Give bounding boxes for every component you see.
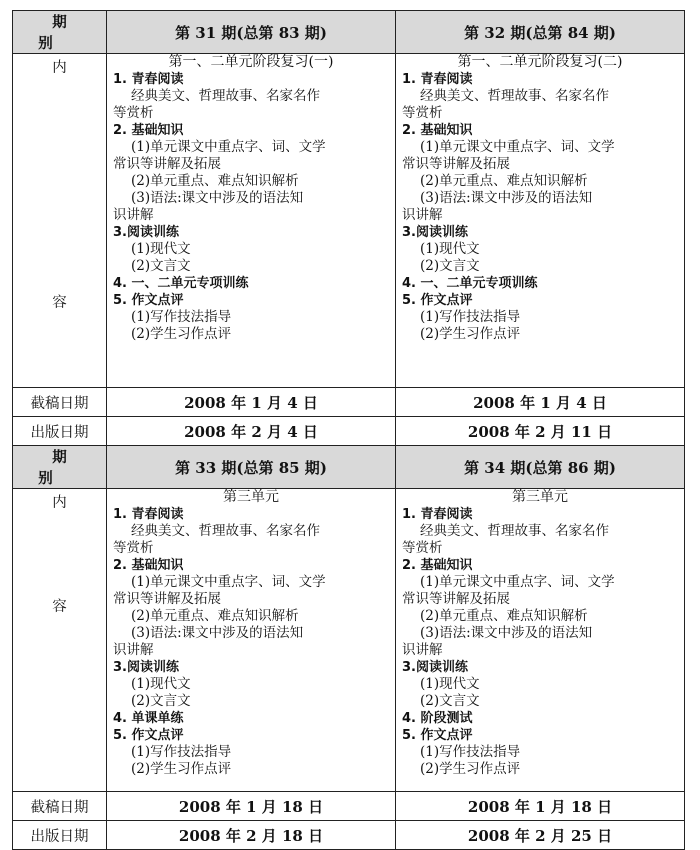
content-title: 第一、二单元阶段复习(二): [457, 54, 623, 70]
content-item: 等赏析: [402, 540, 443, 556]
content-item: (2)文言文: [131, 258, 191, 274]
content-item: 等赏析: [113, 540, 154, 556]
issue-content: [396, 54, 685, 388]
content-section-heading: 3.阅读训练: [113, 660, 179, 675]
content-item: (2)单元重点、难点知识解析: [420, 608, 588, 624]
content-item: 识讲解: [113, 207, 154, 223]
period-label: 期 别: [13, 446, 107, 489]
content-section-heading: 2. 基础知识: [113, 558, 184, 573]
content-item: (1)现代文: [420, 676, 480, 692]
content-list: [107, 71, 395, 343]
content-section-heading: 3.阅读训练: [113, 225, 179, 240]
content-title: 第三单元: [223, 489, 279, 505]
issue-content: [107, 54, 396, 388]
content-item: (1)单元课文中重点字、词、文学: [131, 139, 326, 155]
content-item: (1)写作技法指导: [131, 744, 232, 760]
content-label-top: 内: [52, 495, 67, 511]
content-item: (2)学生习作点评: [420, 761, 521, 777]
publish-date: 2008 年 2 月 18 日: [107, 821, 396, 850]
content-list: [107, 506, 395, 778]
deadline-date: 2008 年 1 月 4 日: [107, 388, 396, 417]
content-item: (2)单元重点、难点知识解析: [131, 608, 299, 624]
content-item: (1)现代文: [420, 241, 480, 257]
period-row: [13, 11, 685, 54]
deadline-row: [13, 792, 685, 821]
content-item: (3)语法:课文中涉及的语法知: [420, 625, 593, 641]
deadline-date: 2008 年 1 月 18 日: [396, 792, 685, 821]
content-section-heading: 2. 基础知识: [113, 123, 184, 138]
deadline-date: 2008 年 1 月 18 日: [107, 792, 396, 821]
content-section-heading: 2. 基础知识: [402, 123, 473, 138]
issue-content: [107, 489, 396, 792]
content-item: (1)写作技法指导: [420, 309, 521, 325]
publish-row: [13, 417, 685, 446]
publish-label: 出版日期: [13, 821, 107, 850]
publish-row: [13, 821, 685, 850]
content-label: [13, 489, 107, 792]
deadline-date: 2008 年 1 月 4 日: [396, 388, 685, 417]
content-section-heading: 4. 单课单练: [113, 711, 184, 726]
content-item: 常识等讲解及拓展: [402, 156, 510, 172]
content-item: (2)学生习作点评: [131, 761, 232, 777]
content-item: 识讲解: [113, 642, 154, 658]
content-item: 识讲解: [402, 207, 443, 223]
content-section-heading: 4. 一、二单元专项训练: [402, 276, 538, 291]
content-section-heading: 5. 作文点评: [402, 293, 473, 308]
issue-title: 第 33 期(总第 85 期): [107, 446, 396, 489]
deadline-label: 截稿日期: [13, 792, 107, 821]
content-label-top: 内: [52, 60, 67, 76]
deadline-row: [13, 388, 685, 417]
content-section-heading: 1. 青春阅读: [113, 72, 184, 87]
publish-label: 出版日期: [13, 417, 107, 446]
content-item: 经典美文、哲理故事、名家名作: [131, 88, 320, 104]
content-item: (1)现代文: [131, 676, 191, 692]
content-section-heading: 1. 青春阅读: [113, 507, 184, 522]
content-item: (2)单元重点、难点知识解析: [420, 173, 588, 189]
content-section-heading: 1. 青春阅读: [402, 72, 473, 87]
content-section-heading: 2. 基础知识: [402, 558, 473, 573]
content-section-heading: 1. 青春阅读: [402, 507, 473, 522]
content-section-heading: 3.阅读训练: [402, 660, 468, 675]
content-row: [13, 54, 685, 388]
content-list: [396, 506, 684, 778]
content-item: (1)写作技法指导: [131, 309, 232, 325]
content-section-heading: 3.阅读训练: [402, 225, 468, 240]
content-section-heading: 5. 作文点评: [113, 293, 184, 308]
content-title: 第一、二单元阶段复习(一): [168, 54, 334, 70]
content-item: 常识等讲解及拓展: [402, 591, 510, 607]
content-item: (2)文言文: [131, 693, 191, 709]
content-item: 经典美文、哲理故事、名家名作: [420, 523, 609, 539]
issue-title: 第 31 期(总第 83 期): [107, 11, 396, 54]
content-title: 第三单元: [512, 489, 568, 505]
period-row: [13, 446, 685, 489]
content-item: (3)语法:课文中涉及的语法知: [131, 190, 304, 206]
publish-date: 2008 年 2 月 11 日: [396, 417, 685, 446]
content-item: 经典美文、哲理故事、名家名作: [420, 88, 609, 104]
publish-date: 2008 年 2 月 4 日: [107, 417, 396, 446]
content-item: 常识等讲解及拓展: [113, 591, 221, 607]
content-item: (2)学生习作点评: [420, 326, 521, 342]
issue-title: 第 32 期(总第 84 期): [396, 11, 685, 54]
content-item: (2)学生习作点评: [131, 326, 232, 342]
content-section-heading: 5. 作文点评: [113, 728, 184, 743]
content-section-heading: 5. 作文点评: [402, 728, 473, 743]
content-section-heading: 4. 阶段测试: [402, 711, 473, 726]
content-item: (1)单元课文中重点字、词、文学: [420, 139, 615, 155]
content-item: (3)语法:课文中涉及的语法知: [131, 625, 304, 641]
content-item: (1)现代文: [131, 241, 191, 257]
content-list: [396, 71, 684, 343]
deadline-label: 截稿日期: [13, 388, 107, 417]
content-item: 等赏析: [113, 105, 154, 121]
content-item: (2)文言文: [420, 258, 480, 274]
issue-title: 第 34 期(总第 86 期): [396, 446, 685, 489]
content-row: [13, 489, 685, 792]
content-item: (1)单元课文中重点字、词、文学: [420, 574, 615, 590]
content-label: [13, 54, 107, 388]
content-item: (2)单元重点、难点知识解析: [131, 173, 299, 189]
issue-content: [396, 489, 685, 792]
content-label-bottom: 容: [52, 599, 67, 615]
content-section-heading: 4. 一、二单元专项训练: [113, 276, 249, 291]
period-label: 期 别: [13, 11, 107, 54]
publish-date: 2008 年 2 月 25 日: [396, 821, 685, 850]
content-item: 常识等讲解及拓展: [113, 156, 221, 172]
content-item: 等赏析: [402, 105, 443, 121]
content-label-bottom: 容: [52, 295, 67, 311]
content-item: (3)语法:课文中涉及的语法知: [420, 190, 593, 206]
schedule-table: [12, 10, 685, 850]
content-item: 识讲解: [402, 642, 443, 658]
content-item: (2)文言文: [420, 693, 480, 709]
content-item: (1)单元课文中重点字、词、文学: [131, 574, 326, 590]
content-item: 经典美文、哲理故事、名家名作: [131, 523, 320, 539]
content-item: (1)写作技法指导: [420, 744, 521, 760]
